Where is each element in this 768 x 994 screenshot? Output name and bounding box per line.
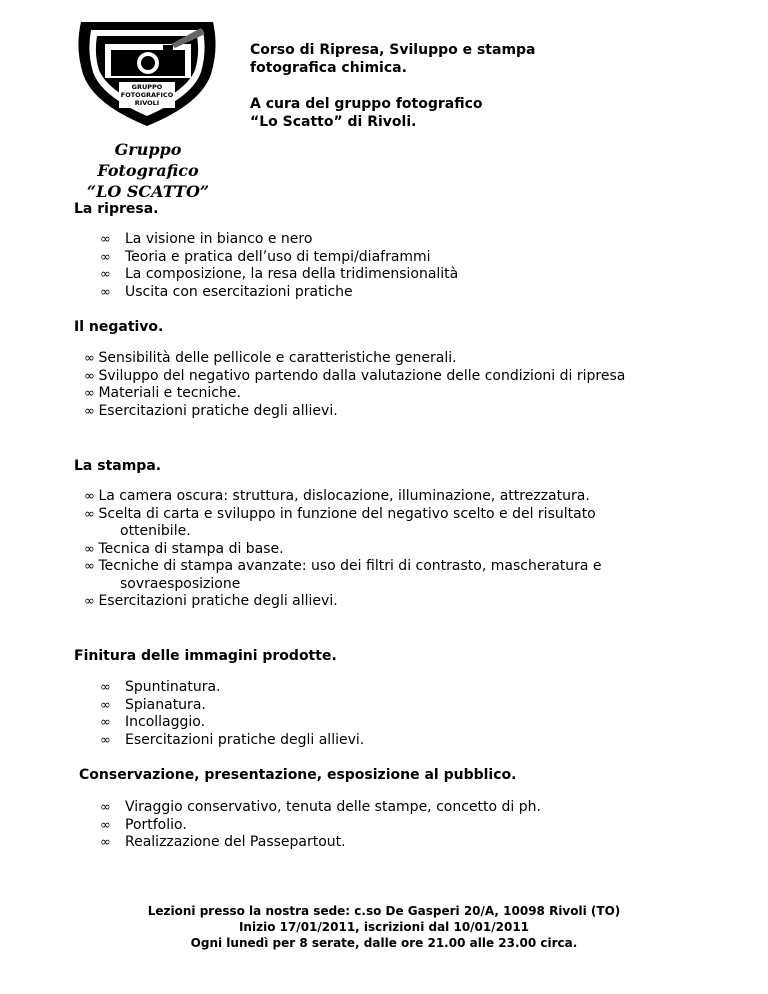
list-item: ∞ Uscita con esercitazioni pratiche — [100, 283, 353, 300]
section-title-negativo: Il negativo. — [74, 319, 164, 335]
logo-text-1: GRUPPO — [131, 83, 163, 91]
course-header — [250, 41, 536, 131]
course-title-line2: fotografica chimica. — [250, 60, 407, 76]
infinity-bullet-icon: ∞ — [84, 506, 95, 522]
list-item: ∞ Viraggio conservativo, tenuta delle stampe, concetto di ph. — [100, 799, 541, 815]
infinity-bullet-icon: ∞ — [84, 541, 95, 557]
infinity-bullet-icon: ∞ — [84, 368, 95, 384]
organizer-line1: A cura del gruppo fotografico — [250, 96, 483, 112]
footer-schedule: Ogni lunedì per 8 serate, dalle ore 21.00 alle 23.00 circa. — [190, 936, 578, 950]
footer-info — [0, 903, 768, 951]
infinity-bullet-icon: ∞ — [100, 800, 111, 815]
list-item: ∞ Spianatura. — [100, 696, 206, 713]
infinity-bullet-icon: ∞ — [84, 351, 95, 366]
infinity-bullet-icon: ∞ — [100, 680, 111, 695]
list-item: ∞ Portfolio. — [100, 816, 187, 833]
infinity-bullet-icon: ∞ — [100, 835, 111, 850]
list-item: ∞ Sviluppo del negativo partendo dalla valutazione delle condizioni di ripresa — [84, 367, 626, 384]
list-item: ∞ Esercitazioni pratiche degli allievi. — [84, 402, 338, 419]
infinity-bullet-icon: ∞ — [100, 715, 111, 730]
section-title-stampa: La stampa. — [74, 458, 162, 474]
list-item: ∞ Esercitazioni pratiche degli allievi. — [84, 593, 338, 609]
list-conservazione — [100, 799, 700, 852]
footer-address: Lezioni presso la nostra sede: c.so De Gasperi 20/A, 10098 Rivoli (TO) — [147, 904, 621, 918]
list-item: ∞ La composizione, la resa della tridimensionalità — [100, 266, 459, 282]
list-item: ∞ Sensibilità delle pellicole e caratteristiche generali. — [84, 350, 457, 366]
course-title-line1: Corso di Ripresa, Sviluppo e stampa — [250, 42, 536, 58]
list-item: ∞ Esercitazioni pratiche degli allievi. — [100, 731, 365, 748]
organization-name — [62, 139, 234, 202]
infinity-bullet-icon: ∞ — [100, 232, 111, 247]
list-item: ∞ La camera oscura: struttura, dislocazione, illuminazione, attrezzatura. — [84, 488, 590, 504]
infinity-bullet-icon: ∞ — [84, 559, 95, 574]
logo-text-3: RIVOLI — [134, 99, 160, 107]
list-item: ∞ Tecnica di stampa di base. — [84, 540, 284, 557]
infinity-bullet-icon: ∞ — [84, 403, 95, 419]
list-item: ∞ Materiali e tecniche. — [84, 385, 241, 401]
list-item: ∞ Incollaggio. — [100, 714, 206, 730]
organization-name-line1: Gruppo Fotografico — [97, 140, 199, 180]
footer-dates: Inizio 17/01/2011, iscrizioni dal 10/01/2011 — [238, 920, 530, 934]
list-finitura — [100, 679, 700, 749]
infinity-bullet-icon: ∞ — [100, 732, 111, 748]
list-negativo — [74, 350, 634, 420]
section-title-finitura: Finitura delle immagini prodotte. — [74, 648, 337, 664]
list-ripresa — [100, 231, 700, 301]
infinity-bullet-icon: ∞ — [100, 267, 111, 282]
infinity-bullet-icon: ∞ — [100, 817, 111, 833]
list-item: ∞ Realizzazione del Passepartout. — [100, 834, 346, 850]
list-stampa — [74, 488, 604, 611]
organization-name-line2: “LO SCATTO” — [86, 182, 210, 201]
infinity-bullet-icon: ∞ — [84, 594, 95, 609]
section-title-conservazione: Conservazione, presentazione, esposizione al pubblico. — [79, 767, 517, 783]
list-item: ∞ Spuntinatura. — [100, 679, 221, 695]
infinity-bullet-icon: ∞ — [84, 489, 95, 504]
list-item: ∞ La visione in bianco e nero — [100, 231, 313, 247]
list-item: ∞ Tecniche di stampa avanzate: uso dei filtri di contrasto, mascheratura e sovraesposizione — [84, 558, 602, 592]
club-logo — [73, 18, 221, 130]
list-item: ∞ Scelta di carta e sviluppo in funzione del negativo scelto e del risultato ottenibile. — [84, 505, 596, 539]
infinity-bullet-icon: ∞ — [84, 386, 95, 401]
section-title-ripresa: La ripresa. — [74, 201, 159, 217]
list-item: ∞ Teoria e pratica dell’uso di tempi/diaframmi — [100, 248, 431, 265]
organizer-line2: “Lo Scatto” di Rivoli. — [250, 114, 417, 130]
infinity-bullet-icon: ∞ — [100, 249, 111, 265]
infinity-bullet-icon: ∞ — [100, 284, 111, 300]
logo-text-2: FOTOGRAFICO — [120, 91, 174, 99]
infinity-bullet-icon: ∞ — [100, 697, 111, 713]
